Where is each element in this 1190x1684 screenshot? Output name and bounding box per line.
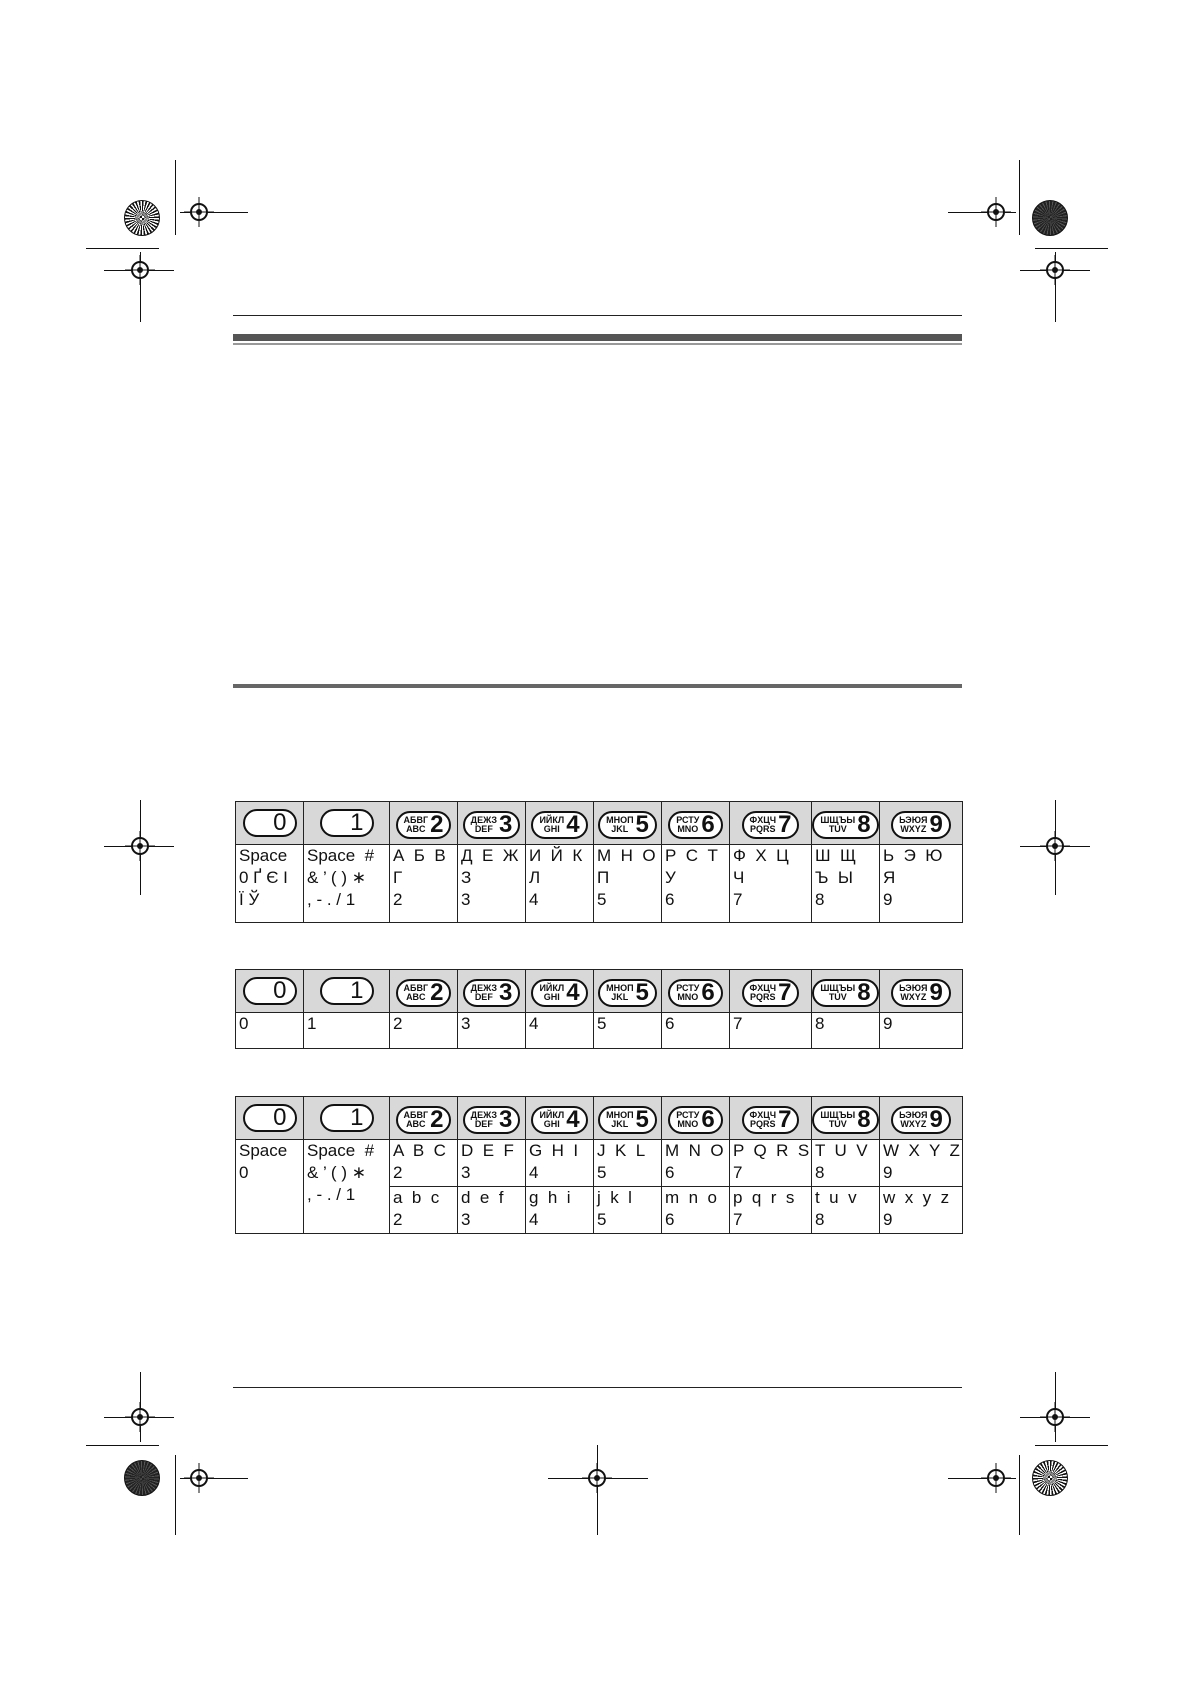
table-cell: D E F 3 [458, 1140, 526, 1187]
table-cell: Р С Т У 6 [662, 845, 730, 923]
table-cell: w x y z 9 [880, 1187, 963, 1234]
table-row [236, 1013, 963, 1049]
table-cell: g h i 4 [526, 1187, 594, 1234]
table-cell: Ш Щ Ъ Ы 8 [812, 845, 880, 923]
key-8-icon: ШЩЪЫ TUV 8 [812, 1106, 878, 1134]
key-3-icon: ДЕЖЗ DEF 3 [463, 1106, 521, 1134]
key-0-icon: 0 [243, 1104, 297, 1132]
table-cell: 0 [236, 1013, 304, 1049]
registration-star-icon [124, 1460, 160, 1496]
table-cell: Ь Э Ю Я 9 [880, 845, 963, 923]
character-table-numeric [235, 969, 963, 1049]
registration-target-icon [987, 203, 1005, 221]
key-3-icon: ДЕЖЗ DEF 3 [463, 811, 521, 839]
table-cell: Space # & ’ ( ) ∗ , - . / 1 [304, 1140, 390, 1234]
registration-target-icon [987, 1469, 1005, 1487]
key-5-icon: МНОП JKL 5 [598, 1106, 657, 1134]
table-cell: a b c 2 [390, 1187, 458, 1234]
table-cell: Ф Х Ц Ч 7 [730, 845, 812, 923]
key-8-icon: ШЩЪЫ TUV 8 [812, 811, 878, 839]
key-2-icon: АБВГ ABC 2 [396, 811, 452, 839]
key-7-icon: ФХЦЧ PQRS 7 [742, 979, 800, 1007]
key-7-icon: ФХЦЧ PQRS 7 [742, 1106, 800, 1134]
table-cell: Space # & ’ ( ) ∗ , - . / 1 [304, 845, 390, 923]
table-cell: А Б В Г 2 [390, 845, 458, 923]
registration-star-icon [1032, 1460, 1068, 1496]
table-cell: 8 [812, 1013, 880, 1049]
registration-target-icon [1046, 261, 1064, 279]
table-cell: W X Y Z 9 [880, 1140, 963, 1187]
key-5-icon: МНОП JKL 5 [598, 811, 657, 839]
key-9-icon: ЬЭЮЯ WXYZ 9 [891, 811, 951, 839]
key-2-icon: АБВГ ABC 2 [396, 1106, 452, 1134]
character-table-cyrillic [235, 801, 963, 923]
key-1-icon: 1 [320, 809, 374, 837]
table-cell: Space 0 [236, 1140, 304, 1234]
registration-star-icon [124, 200, 160, 236]
key-9-icon: ЬЭЮЯ WXYZ 9 [891, 1106, 951, 1134]
table-cell: d e f 3 [458, 1187, 526, 1234]
table-cell: Д Е Ж З 3 [458, 845, 526, 923]
registration-target-icon [588, 1469, 606, 1487]
table-cell: 2 [390, 1013, 458, 1049]
table-cell: М Н О П 5 [594, 845, 662, 923]
table-cell: t u v 8 [812, 1187, 880, 1234]
table-cell: j k l 5 [594, 1187, 662, 1234]
table-cell: 6 [662, 1013, 730, 1049]
key-6-icon: РСТУ MNO 6 [668, 979, 723, 1007]
key-2-icon: АБВГ ABC 2 [396, 979, 452, 1007]
registration-target-icon [1046, 1408, 1064, 1426]
key-4-icon: ИЙКЛ GHI 4 [531, 979, 587, 1007]
key-header-row [236, 802, 963, 845]
header-rule-thick [233, 334, 962, 341]
key-9-icon: ЬЭЮЯ WXYZ 9 [891, 979, 951, 1007]
table-cell: 1 [304, 1013, 390, 1049]
header-rule-thin [233, 315, 962, 316]
key-header-row [236, 970, 963, 1013]
registration-star-icon [1032, 200, 1068, 236]
table-cell: 3 [458, 1013, 526, 1049]
key-4-icon: ИЙКЛ GHI 4 [531, 1106, 587, 1134]
header-rule-under [233, 343, 962, 345]
footer-rule [233, 1387, 962, 1388]
registration-target-icon [190, 1469, 208, 1487]
table-cell: 4 [526, 1013, 594, 1049]
table-cell: J K L 5 [594, 1140, 662, 1187]
registration-target-icon [131, 837, 149, 855]
key-1-icon: 1 [320, 977, 374, 1005]
key-6-icon: РСТУ MNO 6 [668, 1106, 723, 1134]
registration-target-icon [131, 1408, 149, 1426]
table-cell: P Q R S 7 [730, 1140, 812, 1187]
key-8-icon: ШЩЪЫ TUV 8 [812, 979, 878, 1007]
table-cell: 5 [594, 1013, 662, 1049]
registration-target-icon [190, 203, 208, 221]
table-row-uppercase [236, 1140, 963, 1187]
table-cell: 7 [730, 1013, 812, 1049]
table-cell: 9 [880, 1013, 963, 1049]
table-cell: p q r s 7 [730, 1187, 812, 1234]
key-header-row [236, 1097, 963, 1140]
key-3-icon: ДЕЖЗ DEF 3 [463, 979, 521, 1007]
table-cell: T U V 8 [812, 1140, 880, 1187]
section-rule [233, 684, 962, 688]
character-table-latin [235, 1096, 963, 1234]
table-cell: Space 0 Ґ Є І Ї Ў [236, 845, 304, 923]
key-6-icon: РСТУ MNO 6 [668, 811, 723, 839]
key-7-icon: ФХЦЧ PQRS 7 [742, 811, 800, 839]
table-row [236, 845, 963, 923]
key-0-icon: 0 [243, 977, 297, 1005]
key-5-icon: МНОП JKL 5 [598, 979, 657, 1007]
table-cell: M N O 6 [662, 1140, 730, 1187]
registration-target-icon [131, 261, 149, 279]
table-cell: G H I 4 [526, 1140, 594, 1187]
registration-target-icon [1046, 837, 1064, 855]
key-0-icon: 0 [243, 809, 297, 837]
table-cell: A B C 2 [390, 1140, 458, 1187]
table-cell: m n o 6 [662, 1187, 730, 1234]
table-cell: И Й К Л 4 [526, 845, 594, 923]
key-1-icon: 1 [320, 1104, 374, 1132]
key-4-icon: ИЙКЛ GHI 4 [531, 811, 587, 839]
